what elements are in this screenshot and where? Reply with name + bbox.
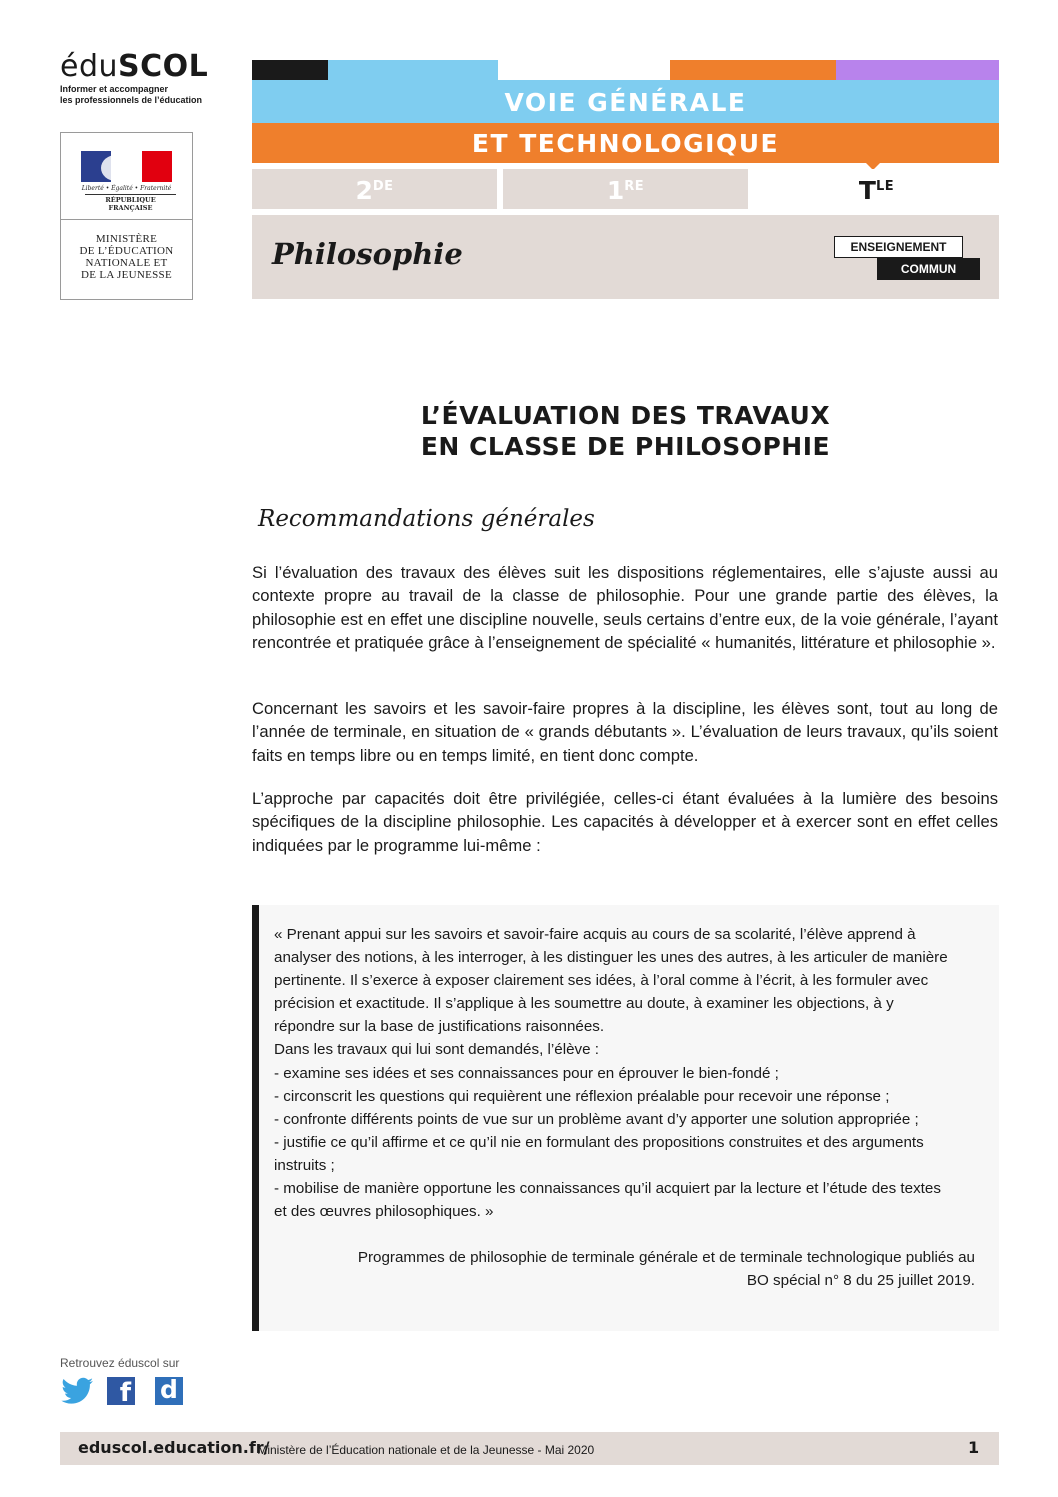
logo-tagline-1: Informer et accompagner	[60, 84, 169, 94]
twitter-icon[interactable]	[60, 1377, 90, 1407]
grade-tab-terminale[interactable]: $T^{LE}$	[754, 169, 999, 209]
pathway-title-line-1: VOIE GÉNÉRALE	[252, 80, 999, 123]
quote-bar	[252, 905, 259, 1331]
quote-line: Dans les travaux qui lui sont demandés, l’élève :	[274, 1041, 600, 1059]
teaching-type-badge: ENSEIGNEMENT	[834, 236, 963, 258]
program-quote	[274, 923, 980, 1223]
quote-line: - examine ses idées et ses connaissances pour en éprouver le bien-fondé ;	[274, 1064, 779, 1082]
footer-site-link[interactable]: eduscol.education.fr/	[78, 1438, 270, 1457]
divider	[61, 219, 192, 220]
document-title: L’ÉVALUATION DES TRAVAUX EN CLASSE DE PHILOSOPHIE	[420, 401, 831, 461]
quote-line: pertinente. Il s’exerce à exposer clairement ses idées, à l’oral comme à l’écrit, à les formuler avec	[274, 972, 929, 990]
quote-source: Programmes de philosophie de terminale générale et de terminale technologique publiés au BO spécial n° 8 du 25 juillet 2019.	[357, 1249, 975, 1290]
eduscol-wordmark: éduSCOL	[60, 49, 209, 84]
quote-line: analyser des notions, à les interroger, à les distinguer les unes des autres, à les articuler de manière	[274, 949, 948, 967]
eduscol-logo[interactable]	[60, 50, 240, 106]
grade-tab-premiere[interactable]: 1RE	[503, 169, 748, 209]
republic-name: RÉPUBLIQUE FRANÇAISE	[85, 194, 176, 212]
facebook-icon[interactable]	[107, 1377, 135, 1408]
quote-line: - circonscrit les questions qui requièrent une réflexion préalable pour recevoir une réponse ;	[274, 1087, 890, 1105]
paragraph: L’approche par capacités doit être privilégiée, celles-ci étant évaluées à la lumière des besoins spécifiques de la discipline philosophie. Les capacités à développer et à exercer sont en effet celles indiquées par le programme lui-même :	[252, 789, 998, 855]
facebook-glyph: f	[119, 1378, 131, 1408]
quote-line: instruits ;	[274, 1156, 335, 1174]
quote-line: - confronte différents points de vue sur un problème avant d’y apporter une solution appropriée ;	[274, 1110, 919, 1128]
quote-line: « Prenant appui sur les savoirs et savoir-faire acquis au cours de sa scolarité, l’élève apprend à	[274, 926, 916, 943]
dailymotion-icon[interactable]	[155, 1377, 183, 1405]
page-number: 1	[968, 1438, 980, 1457]
subject-title: Philosophie	[272, 237, 463, 271]
paragraph: Si l’évaluation des travaux des élèves suit les dispositions réglementaires, elle s’ajuste aussi au contexte propre au travail de la classe de philosophie. Pour une grande partie des élèves, la philosophie est en effet une discipline nouvelle, seuls certains d’entre eux, de la voie générale, l’ayant rencontrée et pratiquée grâce à l’enseignement de spécialité « humanités, littérature et philosophie ».	[252, 563, 998, 652]
quote-line: précision et exactitude. Il s’applique à les soumettre au doute, à examiner les objections, à y	[274, 995, 894, 1013]
quote-line: - justifie ce qu’il affirme et ce qu’il nie en formulant des propositions construites et des arguments	[274, 1133, 924, 1151]
section-heading: Recommandations générales	[258, 506, 595, 532]
ministry-logo	[60, 132, 193, 300]
quote-line: et des œuvres philosophiques. »	[274, 1203, 494, 1221]
logo-tagline-2: les professionnels de l’éducation	[60, 95, 203, 105]
dailymotion-glyph: d	[160, 1375, 178, 1404]
footer-publisher: - Ministère de l’Éducation nationale et de la Jeunesse - Mai 2020	[250, 1443, 595, 1457]
color-segment	[328, 60, 498, 80]
social-label: Retrouvez éduscol sur	[60, 1356, 180, 1370]
paragraph: Concernant les savoirs et les savoir-faire propres à la discipline, les élèves sont, tout au long de l’année de terminale, en situation de « grands débutants ». L’évaluation de leurs travaux, qu’ils soient faits en temps libre ou en temps limité, en tient donc compte.	[252, 699, 998, 765]
marianne-icon	[101, 155, 131, 181]
color-segment	[670, 60, 836, 80]
quote-line: répondre sur la base de justifications raisonnées.	[274, 1018, 605, 1036]
teaching-type-badge-common: COMMUN	[877, 258, 980, 280]
color-segment	[836, 60, 999, 80]
color-segment	[252, 60, 328, 80]
grade-tab-seconde[interactable]: 2DE	[252, 169, 497, 209]
pathway-title-line-2: ET TECHNOLOGIQUE	[252, 123, 999, 163]
header-color-strip	[252, 60, 999, 80]
color-segment	[498, 60, 670, 80]
ministry-name: MINISTÈRE DE L’ÉDUCATION NATIONALE ET DE LA JEUNESSE	[79, 233, 174, 281]
quote-line: - mobilise de manière opportune les connaissances qu’il acquiert par la lecture et l’étude des textes	[274, 1180, 941, 1198]
republic-motto: Liberté • Égalité • Fraternité	[81, 185, 172, 192]
